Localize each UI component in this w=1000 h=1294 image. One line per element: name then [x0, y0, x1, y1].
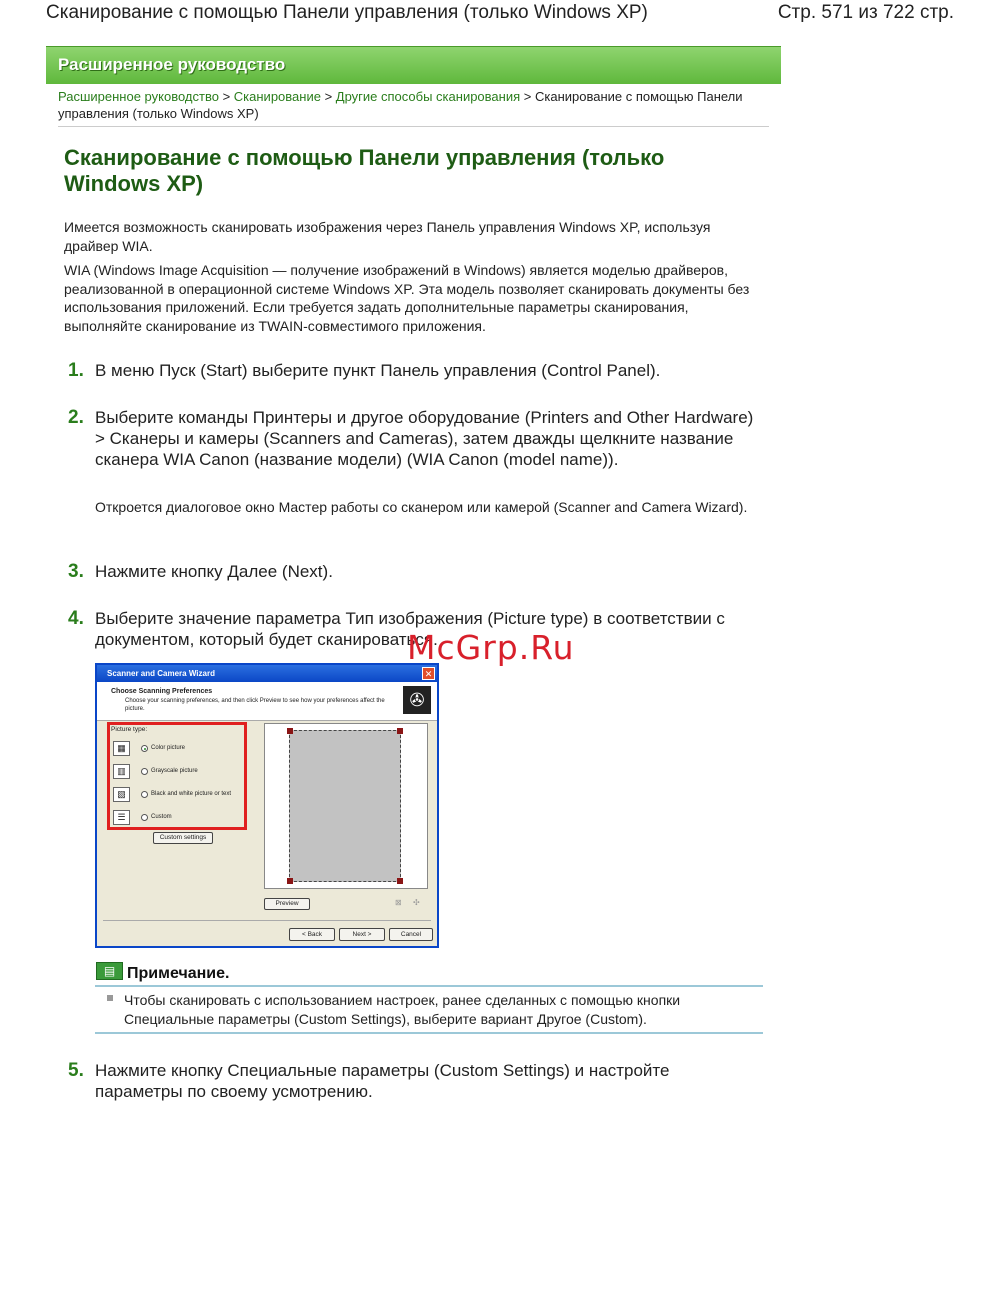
picture-type-label: Picture type: — [111, 726, 148, 733]
breadcrumb-current: Сканирование с помощью Панели управления (только Windows XP) — [58, 89, 743, 121]
step-note: Откроется диалоговое окно Мастер работы со сканером или камерой (Scanner and Camera Wizard). — [95, 499, 748, 515]
breadcrumb-link-advanced-guide[interactable]: Расширенное руководство — [58, 89, 219, 104]
step-number: 1. — [68, 360, 84, 381]
breadcrumb-link-other-methods[interactable]: Другие способы сканирования — [335, 89, 521, 104]
camera-icon: ✇ — [403, 686, 431, 714]
grayscale-picture-label: Grayscale picture — [151, 768, 198, 774]
document-header-title: Сканирование с помощью Панели управления (только Windows XP) — [46, 2, 648, 23]
breadcrumb-separator: > — [222, 89, 231, 104]
preview-button[interactable]: Preview — [264, 898, 310, 910]
breadcrumb-separator: > — [523, 89, 532, 104]
bullet-icon — [107, 995, 113, 1001]
color-picture-icon: ▦ — [113, 741, 130, 756]
section-banner — [46, 46, 781, 84]
crop-handle[interactable] — [287, 878, 293, 884]
crop-handle[interactable] — [397, 878, 403, 884]
preview-page — [289, 730, 401, 882]
step-text: В меню Пуск (Start) выберите пункт Панель управления (Control Panel). — [95, 361, 661, 380]
breadcrumb-divider — [58, 126, 769, 127]
breadcrumb-separator: > — [324, 89, 333, 104]
custom-label: Custom — [151, 814, 172, 820]
wizard-divider — [103, 920, 431, 921]
watermark: McGrp.Ru — [407, 628, 575, 667]
step-number: 5. — [68, 1060, 84, 1081]
custom-settings-button[interactable]: Custom settings — [153, 832, 213, 844]
step-number: 2. — [68, 407, 84, 428]
back-button[interactable]: < Back — [289, 928, 335, 941]
step-text: Нажмите кнопку Специальные параметры (Custom Settings) и настройте параметры по своему усмотрению. — [95, 1061, 670, 1101]
preview-area — [264, 723, 428, 889]
color-picture-radio[interactable] — [141, 745, 148, 752]
bw-picture-label: Black and white picture or text — [151, 791, 232, 797]
color-picture-label: Color picture — [151, 745, 186, 751]
note-divider-top — [95, 985, 763, 987]
grayscale-picture-radio[interactable] — [141, 768, 148, 775]
grayscale-picture-icon: ▥ — [113, 764, 130, 779]
wizard-subheading: Choose your scanning preferences, and then click Preview to see how your preferences affect the picture. — [125, 698, 385, 712]
breadcrumb-link-scanning[interactable]: Сканирование — [233, 89, 321, 104]
step-text: Выберите команды Принтеры и другое оборудование (Printers and Other Hardware) > Сканеры и камеры (Scanners and Cameras), затем дважды щелкните название сканера WIA Canon (название модели) (WIA Canon (model name)). — [95, 408, 754, 469]
page-title: Сканирование с помощью Панели управления (только Windows XP) — [64, 145, 665, 196]
close-icon[interactable]: ✕ — [422, 667, 435, 680]
intro-paragraph-2: WIA (Windows Image Acquisition — получение изображений в Windows) является моделью драйверов, реализованной в операционной системе Windows XP. Эта модель позволяет сканировать документы без использования приложений. Если требуется задать дополнительные параметры сканирования, выполняйте сканирование из TWAIN-совместимого приложения. — [64, 262, 750, 334]
intro-paragraph-1: Имеется возможность сканировать изображения через Панель управления Windows XP, используя драйвер WIA. — [64, 219, 711, 254]
next-button[interactable]: Next > — [339, 928, 385, 941]
note-divider-bottom — [95, 1032, 763, 1034]
banner-label: Расширенное руководство — [58, 55, 286, 74]
step-number: 4. — [68, 608, 84, 629]
custom-picture-icon: ☰ — [113, 810, 130, 825]
note-title: Примечание. — [127, 965, 230, 982]
book-icon: ▤ — [96, 962, 123, 980]
crop-handle[interactable] — [397, 728, 403, 734]
zoom-fit-icon[interactable]: ⊠ — [395, 898, 402, 907]
scanner-wizard-screenshot — [95, 663, 439, 948]
custom-radio[interactable] — [141, 814, 148, 821]
step-text: Выберите значение параметра Тип изображения (Picture type) в соответствии с документом, который будет сканироваться. — [95, 609, 725, 649]
bw-picture-radio[interactable] — [141, 791, 148, 798]
crop-handle[interactable] — [287, 728, 293, 734]
breadcrumb — [58, 88, 770, 122]
page-counter: Стр. 571 из 722 стр. — [777, 2, 954, 23]
zoom-reset-icon[interactable]: ✣ — [413, 898, 420, 907]
step-number: 3. — [68, 561, 84, 582]
cancel-button[interactable]: Cancel — [389, 928, 433, 941]
bw-picture-icon: ▧ — [113, 787, 130, 802]
step-text: Нажмите кнопку Далее (Next). — [95, 562, 333, 581]
wizard-header — [97, 682, 437, 721]
wizard-heading: Choose Scanning Preferences — [111, 688, 213, 695]
note-text: Чтобы сканировать с использованием настроек, ранее сделанных с помощью кнопки Специальные параметры (Custom Settings), выберите вариант Другое (Custom). — [124, 992, 681, 1027]
wizard-title-bar: Scanner and Camera Wizard — [97, 665, 437, 682]
